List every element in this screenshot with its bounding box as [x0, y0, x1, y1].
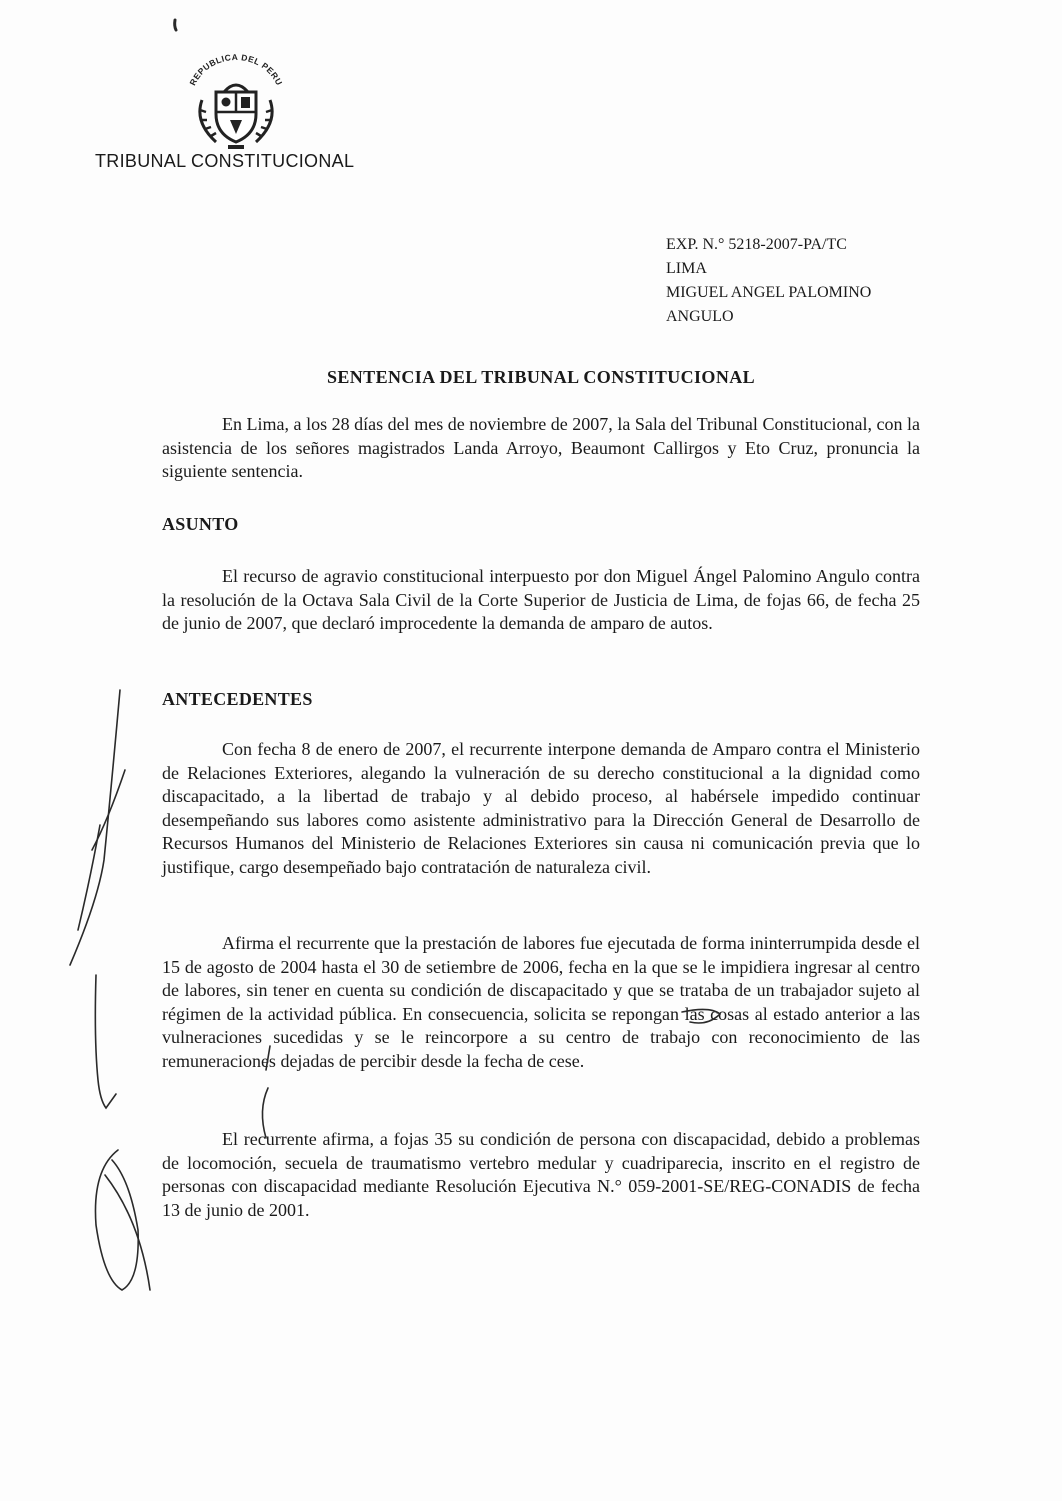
case-reference: [666, 233, 871, 329]
case-number: EXP. N.° 5218-2007-PA/TC: [666, 236, 847, 253]
institution-name: TRIBUNAL CONSTITUCIONAL: [95, 151, 355, 171]
asunto-paragraph: El recurso de agravio constitucional interpuesto por don Miguel Ángel Palomino Angulo contra la resolución de la Octava Sala Civil de la Corte Superior de Justicia de Lima, de fojas 66, de fecha 25 de junio de 2007, que declaró improcedente la demanda de amparo de autos.: [162, 566, 920, 633]
case-party-surname: ANGULO: [666, 308, 734, 325]
republic-seal-icon: [178, 48, 294, 154]
case-party-name: MIGUEL ANGEL PALOMINO: [666, 284, 872, 301]
antecedentes-paragraph-3: El recurrente afirma, a fojas 35 su condición de persona con discapacidad, debido a problemas de locomoción, secuela de traumatismo vertebro medular y cuadriparecia, inscrito en el registro de personas con discapacidad mediante Resolución Ejecutiva N.° 059-2001-SE/REG-CONADIS de fecha 13 de junio de 2001.: [162, 1129, 920, 1220]
seal-text: REPUBLICA DEL PERU: [187, 51, 285, 88]
document-title: SENTENCIA DEL TRIBUNAL CONSTITUCIONAL: [326, 367, 756, 387]
intro-paragraph: En Lima, a los 28 días del mes de noviembre de 2007, la Sala del Tribunal Constitucional, con la asistencia de los señores magistrados Landa Arroyo, Beaumont Callirgos y Eto Cruz, pronuncia la siguiente sentencia.: [162, 414, 920, 481]
section-heading-antecedentes: ANTECEDENTES: [162, 689, 313, 709]
antecedentes-paragraph-1: Con fecha 8 de enero de 2007, el recurrente interpone demanda de Amparo contra el Ministerio de Relaciones Exteriores, alegando la vulneración de su derecho constitucional a la dignidad como discapacitado, a la libertad de trabajo y al debido proceso, al habérsele impedido continuar desempeñando sus labores como asistente administrativo para la Dirección General de Desarrollo de Recursos Humanos del Ministerio de Relaciones Exteriores sin causa ni comunicación previa que lo justifique, cargo desempeñado bajo contratación de naturaleza civil.: [162, 739, 920, 877]
section-heading-asunto: ASUNTO: [162, 514, 239, 534]
case-location: LIMA: [666, 260, 707, 277]
svg-text:REPUBLICA DEL PERU: [187, 52, 284, 87]
antecedentes-paragraph-2: Afirma el recurrente que la prestación de labores fue ejecutada de forma ininterrumpida desde el 15 de agosto de 2004 hasta el 30 de setiembre de 2006, fecha en la que se le impidiera ingresar al centro de labores, sin tener en cuenta su condición de discapacitado y que se trataba de un trabajador sujeto al régimen de la actividad pública. En consecuencia, solicita se repongan las cosas al estado anterior a las vulneraciones sucedidas y se le reincorpore a su centro de trabajo con reconocimiento de las remuneraciones dejadas de percibir desde la fecha de cese.: [162, 933, 920, 1071]
